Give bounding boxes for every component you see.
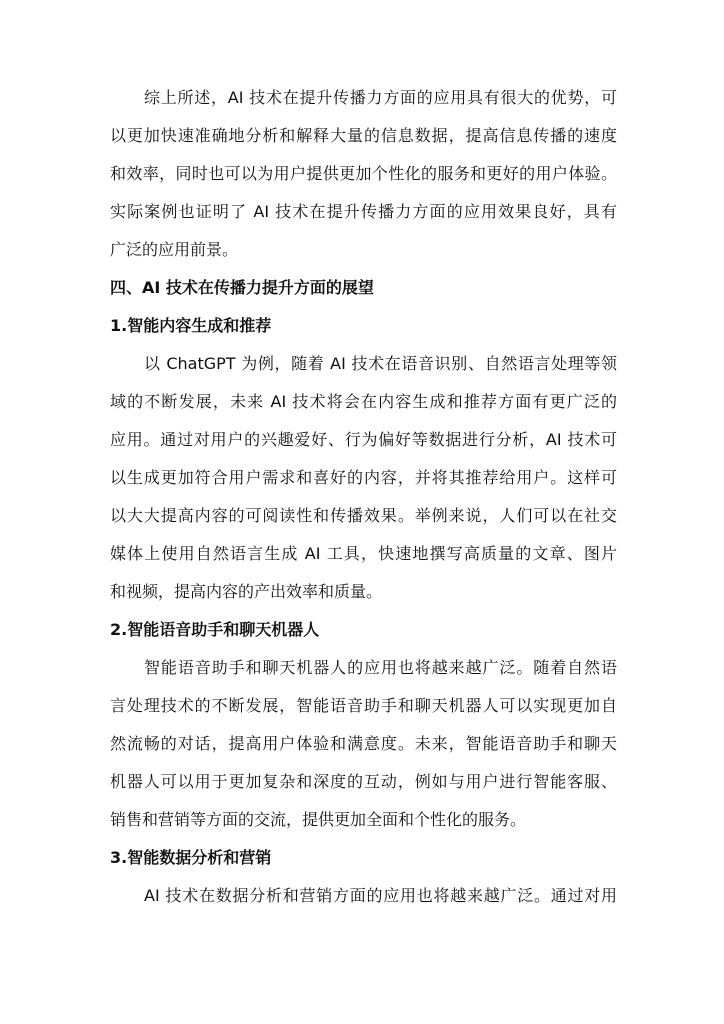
paragraph-line: 然流畅的对话，提高用户体验和满意度。未来，智能语音助手和聊天 xyxy=(110,734,617,753)
paragraph-line: 应用。通过对用户的兴趣爱好、行为偏好等数据进行分析，AI 技术可 xyxy=(110,430,617,449)
paragraph-line: 以大大提高内容的可阅读性和传播效果。举例来说，人们可以在社交 xyxy=(110,506,617,525)
paragraph-line: 言处理技术的不断发展，智能语音助手和聊天机器人可以实现更加自 xyxy=(110,696,617,715)
paragraph-line: 广泛的应用前景。 xyxy=(110,240,239,259)
paragraph-line: 机器人可以用于更加复杂和深度的互动，例如与用户进行智能客服、 xyxy=(110,772,617,791)
section-heading: 四、AI 技术在传播力提升方面的展望 xyxy=(110,278,374,297)
document-page xyxy=(110,88,617,924)
paragraph-line: 媒体上使用自然语言生成 AI 工具，快速地撰写高质量的文章、图片 xyxy=(110,544,617,563)
paragraph-line: 域的不断发展，未来 AI 技术将会在内容生成和推荐方面有更广泛的 xyxy=(110,392,617,411)
paragraph-line: 实际案例也证明了 AI 技术在提升传播力方面的应用效果良好，具有 xyxy=(110,202,617,221)
paragraph-line: 和视频，提高内容的产出效率和质量。 xyxy=(110,582,383,601)
subsection-heading: 1.智能内容生成和推荐 xyxy=(110,316,272,335)
subsection-heading: 3.智能数据分析和营销 xyxy=(110,848,272,867)
paragraph-line: 以更加快速准确地分析和解释大量的信息数据，提高信息传播的速度 xyxy=(110,126,617,145)
paragraph-line: 以生成更加符合用户需求和喜好的内容，并将其推荐给用户。这样可 xyxy=(110,468,617,487)
paragraph-line: 销售和营销等方面的交流，提供更加全面和个性化的服务。 xyxy=(110,810,527,829)
paragraph-line: 以 ChatGPT 为例，随着 AI 技术在语音识别、自然语言处理等领 xyxy=(144,354,617,373)
paragraph-line: 综上所述，AI 技术在提升传播力方面的应用具有很大的优势，可 xyxy=(144,88,617,107)
paragraph-line: 和效率，同时也可以为用户提供更加个性化的服务和更好的用户体验。 xyxy=(110,164,617,183)
paragraph-line: 智能语音助手和聊天机器人的应用也将越来越广泛。随着自然语 xyxy=(144,658,617,677)
paragraph-line: AI 技术在数据分析和营销方面的应用也将越来越广泛。通过对用 xyxy=(144,886,617,905)
subsection-heading: 2.智能语音助手和聊天机器人 xyxy=(110,620,320,639)
